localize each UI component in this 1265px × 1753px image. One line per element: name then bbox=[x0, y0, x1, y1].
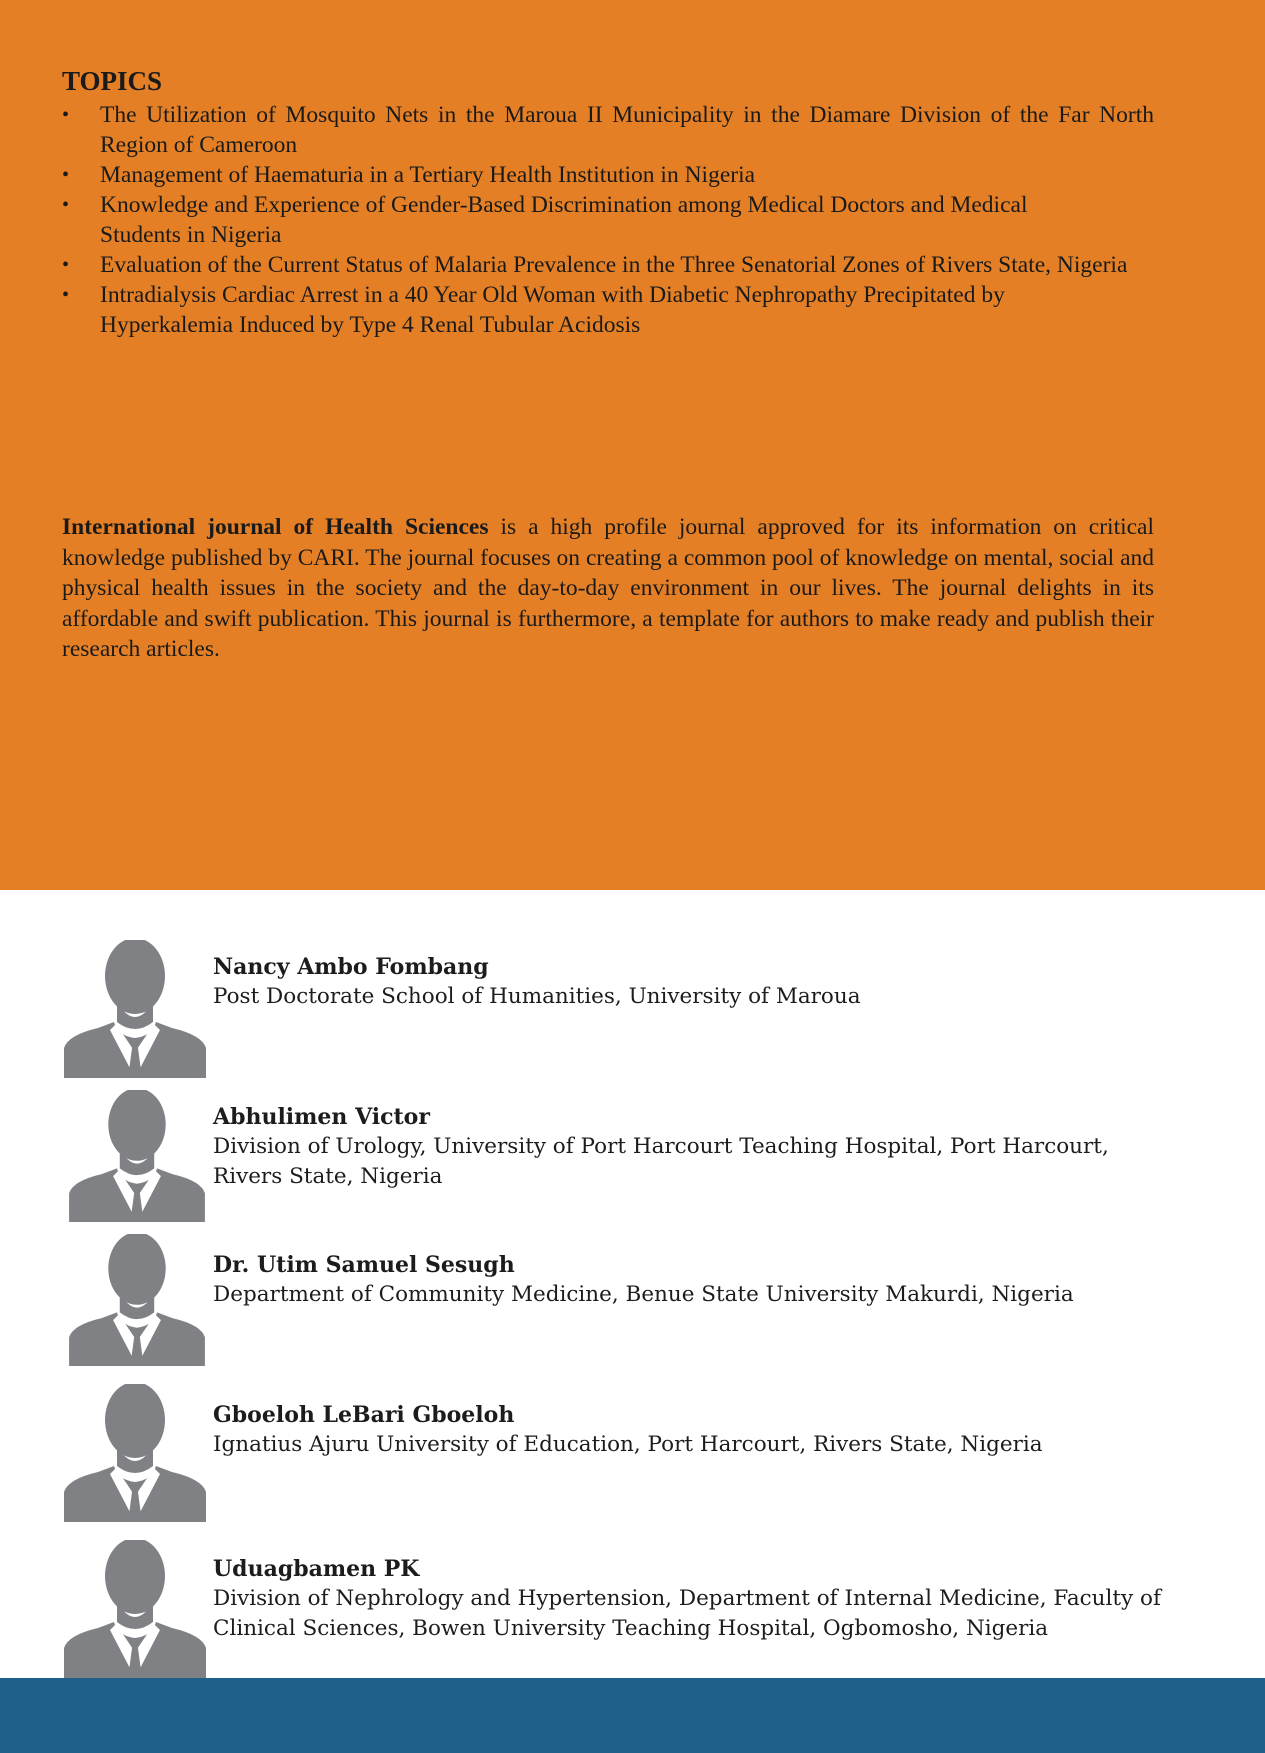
author-info bbox=[213, 1554, 1163, 1644]
topic-text: Knowledge and Experience of Gender-Based Discrimination among Medical Doctors and Medical bbox=[100, 192, 1028, 218]
topic-text-cont: Students in Nigeria bbox=[100, 222, 282, 248]
author-card bbox=[62, 1384, 1162, 1524]
person-silhouette-icon bbox=[64, 1384, 206, 1522]
author-name: Uduagbamen PK bbox=[213, 1556, 420, 1582]
author-affiliation: Division of Nephrology and Hypertension, Department of Internal Medicine, Faculty of Clinical Sciences, Bowen University Teaching Hospital, Ogbomosho, Nigeria bbox=[213, 1586, 1161, 1641]
author-card bbox=[62, 1540, 1162, 1680]
author-affiliation: Ignatius Ajuru University of Education, Port Harcourt, Rivers State, Nigeria bbox=[213, 1432, 1043, 1457]
author-name: Nancy Ambo Fombang bbox=[213, 954, 489, 980]
topic-text-cont: Nigeria bbox=[1056, 252, 1128, 278]
topic-text-cont: Hyperkalemia Induced by Type 4 Renal Tubular Acidosis bbox=[100, 312, 641, 338]
topic-text: Intradialysis Cardiac Arrest in a 40 Year Old Woman with Diabetic Nephropathy Precipitated by bbox=[100, 282, 1005, 308]
author-card bbox=[62, 1234, 1162, 1374]
person-silhouette-icon bbox=[64, 1540, 206, 1678]
bullet-icon: • bbox=[62, 104, 70, 126]
author-name: Abhulimen Victor bbox=[213, 1104, 430, 1130]
person-silhouette-icon bbox=[66, 1234, 208, 1366]
topics-list bbox=[62, 100, 1154, 340]
topic-item bbox=[62, 190, 1154, 250]
journal-name: International journal of Health Sciences bbox=[62, 514, 489, 540]
author-info bbox=[213, 1102, 1163, 1192]
topic-text: Management of Haematuria in a Tertiary Health Institution in Nigeria bbox=[100, 162, 756, 188]
person-silhouette-icon bbox=[66, 1090, 208, 1222]
author-info bbox=[213, 1250, 1163, 1310]
bullet-icon: • bbox=[62, 284, 70, 306]
person-silhouette-icon bbox=[64, 940, 206, 1078]
author-affiliation: Post Doctorate School of Humanities, University of Maroua bbox=[213, 984, 861, 1009]
author-name: Dr. Utim Samuel Sesugh bbox=[213, 1252, 515, 1278]
bullet-icon: • bbox=[62, 164, 70, 186]
topics-heading: TOPICS bbox=[62, 66, 163, 96]
topic-item bbox=[62, 100, 1154, 160]
journal-description bbox=[62, 512, 1154, 665]
author-info bbox=[213, 952, 1163, 1012]
topic-text: The Utilization of Mosquito Nets in the Maroua II Municipality in the Diamare Division of the Far North bbox=[100, 102, 1154, 128]
topic-text-cont: Region of Cameroon bbox=[100, 132, 298, 158]
bullet-icon: • bbox=[62, 254, 70, 276]
author-info bbox=[213, 1400, 1163, 1460]
bullet-icon: • bbox=[62, 194, 70, 216]
author-name: Gboeloh LeBari Gboeloh bbox=[213, 1402, 515, 1428]
journal-description-text: is a high profile journal approved for its information on critical knowledge published by CARI. The journal focuses on creating a common pool of knowledge on mental, social and physical health issues in the society and the day-to-day environment in our lives. The journal delights in its affordable and swift publication. This journal is furthermore, a template for authors to make ready and publish their research articles. bbox=[62, 514, 1155, 662]
author-affiliation: Department of Community Medicine, Benue State University Makurdi, Nigeria bbox=[213, 1282, 1074, 1307]
topic-text: Evaluation of the Current Status of Malaria Prevalence in the Three Senatorial Zones of Rivers State, bbox=[100, 252, 1052, 278]
author-affiliation: Division of Urology, University of Port Harcourt Teaching Hospital, Port Harcourt, Rivers State, Nigeria bbox=[213, 1134, 1109, 1189]
topic-item bbox=[62, 280, 1154, 340]
author-card bbox=[62, 940, 1162, 1080]
topic-item bbox=[62, 250, 1154, 280]
topic-item bbox=[62, 160, 1154, 190]
author-card bbox=[62, 1090, 1162, 1230]
footer-bar bbox=[0, 1678, 1265, 1753]
